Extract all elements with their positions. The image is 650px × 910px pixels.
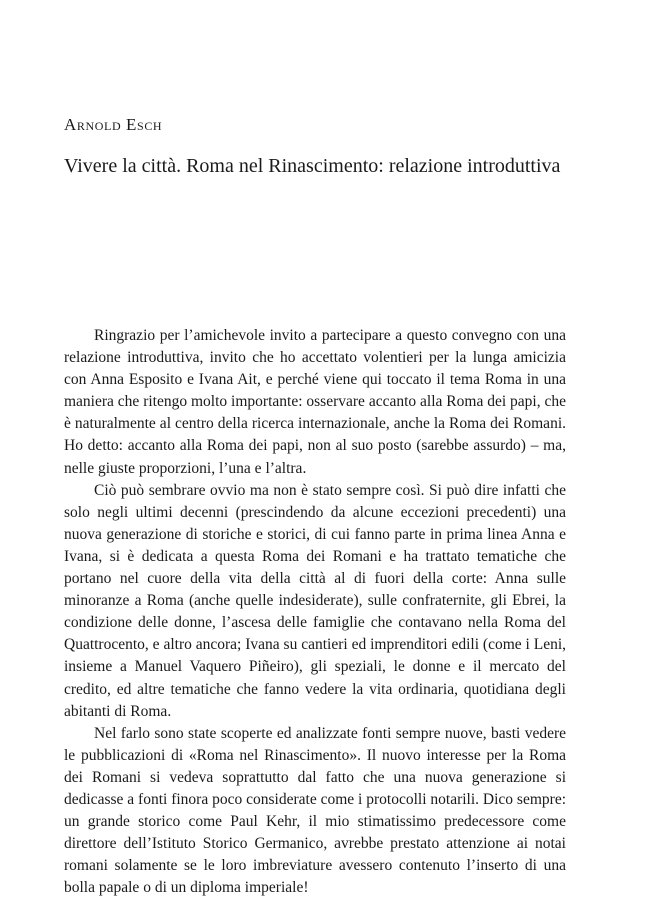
paragraph: Nel farlo sono state scoperte ed analizzate fonti sempre nuove, basti vedere le pubblicazioni di «Roma nel Rinascimento». Il nuovo interesse per la Roma dei Romani si vedeva soprattutto dal fatto che una nuova generazione si dedicasse a fonti finora poco considerate come i protocolli notarili. Dico sempre: un grande storico come Paul Kehr, il mio stimatissimo predecessore come direttore dell’Istituto Storico Germanico, avrebbe prestato attenzione ai notai romani solamente se le loro imbreviature avessero contenuto l’inserto di una bolla papale o di un diploma imperiale!	[64, 724, 566, 897]
author-name: Arnold Esch	[64, 115, 163, 134]
paragraph: Ciò può sembrare ovvio ma non è stato sempre così. Si può dire infatti che solo negli ultimi decenni (prescindendo da alcune eccezioni precedenti) una nuova generazione di storiche e storici, di cui fanno parte in prima linea Anna e Ivana, si è dedicata a questa Roma dei Romani e ha trattato tematiche che portano nel cuore della vita della città al di fuori della corte: Anna sulle minoranze a Roma (anche quelle indesiderate), sulle confraternite, gli Ebrei, la condizione delle donne, l’ascesa delle famiglie che contavano nella Roma del Quattrocento, e altro ancora; Ivana su cantieri ed imprenditori edili (come i Leni, insieme a Manuel Vaquero Piñeiro), gli speziali, le donne e il mercato del credito, ed altre tematiche che fanno vedere la vita ordinaria, quotidiana degli abitanti di Roma.	[64, 481, 566, 720]
article-title: Vivere la città. Roma nel Rinascimento: relazione introduttiva	[64, 155, 561, 177]
paragraph: Ringrazio per l’amichevole invito a partecipare a questo convegno con una relazione introduttiva, invito che ho accettato volentieri per la lunga amicizia con Anna Esposito e Ivana Ait, e perché viene qui toccato il tema Roma in una maniera che ritengo molto importante: osservare accanto alla Roma dei papi, che è naturalmente al centro della ricerca internazionale, anche la Roma dei Romani. Ho detto: accanto alla Roma dei papi, non al suo posto (sarebbe assurdo) – ma, nelle giuste proporzioni, l’una e l’altra.	[64, 327, 566, 477]
article-body	[64, 325, 566, 899]
